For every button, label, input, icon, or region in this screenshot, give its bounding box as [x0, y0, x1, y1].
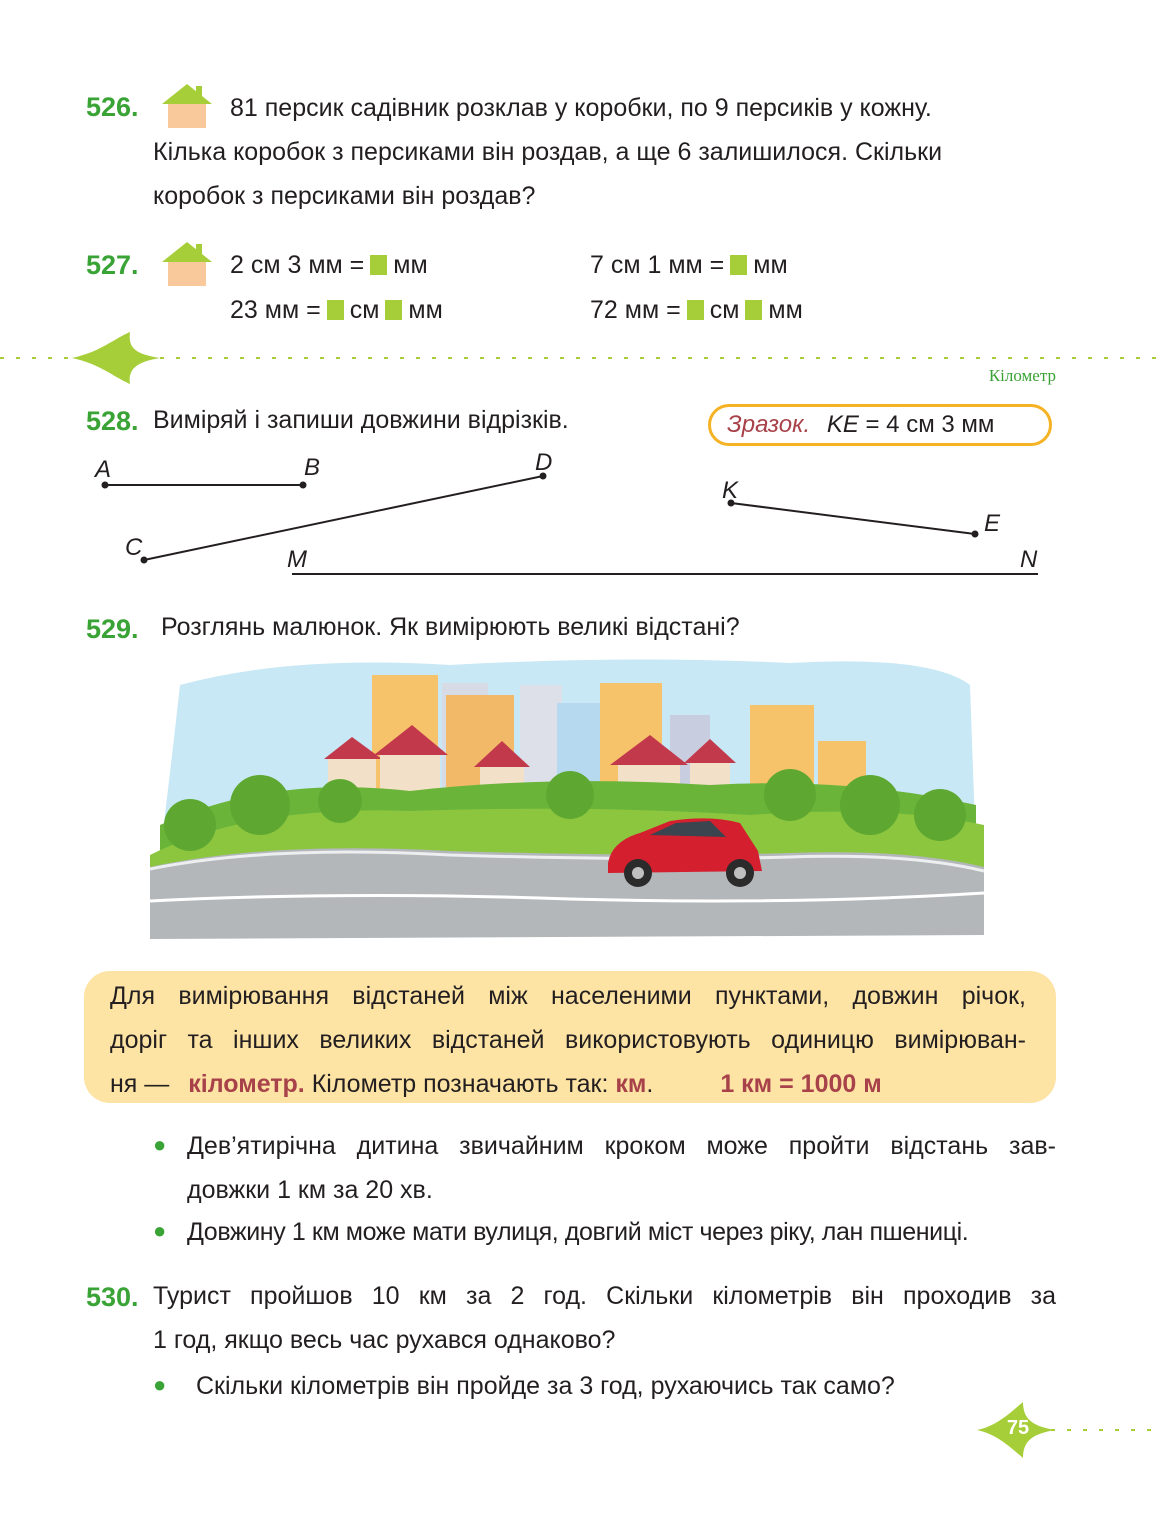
unit-text: см	[709, 296, 740, 324]
bullet-icon: ●	[153, 1218, 167, 1243]
point-b	[300, 482, 307, 489]
rule-line1: Для вимірювання відстаней між населеними пунктами, довжин річок,	[110, 982, 1026, 1010]
page-number: 75	[1006, 1417, 1030, 1439]
conversion-row2-col2	[590, 288, 803, 332]
rule-line3-mid: Кілометр позначають так:	[311, 1070, 609, 1098]
task-530-line2: 1 год, якщо весь час рухався однаково?	[153, 1326, 616, 1354]
unit-text: мм	[393, 251, 428, 279]
task-526-line3: коробок з персиками він роздав?	[153, 182, 536, 210]
conversion-row2-col1	[230, 288, 443, 332]
answer-box[interactable]	[327, 300, 344, 320]
bullet1-line2: довжки 1 км за 20 хв.	[187, 1176, 433, 1204]
answer-box[interactable]	[730, 255, 747, 275]
sample-value: = 4 см 3 мм	[865, 411, 995, 438]
answer-box[interactable]	[687, 300, 704, 320]
task-527-number: 527.	[86, 250, 139, 280]
segment-ke	[731, 503, 975, 534]
expr-text: 2 см 3 мм =	[230, 251, 365, 279]
unit-text: мм	[753, 251, 788, 279]
label-e: E	[984, 510, 1001, 537]
conversion-row1-col1	[230, 243, 428, 287]
leaf-ornament-icon	[72, 332, 160, 384]
section-title: Кілометр	[988, 366, 1056, 385]
segment-cd	[144, 476, 543, 560]
sample-label: Зразок.	[727, 411, 811, 438]
sample-segment: KE	[826, 411, 859, 438]
answer-box[interactable]	[370, 255, 387, 275]
task-526-line2: Кілька коробок з персиками він роздав, а ще 6 залишилося. Скільки	[153, 138, 943, 166]
city-road-illustration	[150, 655, 984, 945]
unit-text: мм	[768, 296, 803, 324]
task-529-number: 529.	[86, 614, 139, 644]
label-k: K	[722, 477, 739, 504]
bullet1-line1: Дев’ятирічна дитина звичайним кроком може пройти відстань зав-	[187, 1132, 1056, 1160]
answer-box[interactable]	[385, 300, 402, 320]
bullet-icon: ●	[153, 1132, 167, 1157]
label-b: B	[304, 454, 321, 481]
rule-km-equation: 1 км = 1000 м	[720, 1070, 882, 1098]
conversion-row1-col2	[590, 243, 788, 287]
point-e	[972, 531, 979, 538]
rule-line3-start: ня —	[110, 1070, 170, 1098]
task-529-text: Розглянь малюнок. Як вимірюють великі відстані?	[161, 613, 740, 641]
expr-text: 7 см 1 мм =	[590, 251, 725, 279]
unit-text: см	[349, 296, 380, 324]
answer-box[interactable]	[745, 300, 762, 320]
rule-km-abbr: км	[615, 1070, 647, 1098]
rule-line3	[110, 1062, 882, 1106]
expr-text: 72 мм =	[590, 296, 681, 324]
bullet2: Довжину 1 км може мати вулиця, довгий міст через ріку, лан пшениці.	[187, 1218, 969, 1246]
task-528-number: 528.	[86, 406, 139, 436]
homework-house-icon	[160, 82, 214, 128]
label-d: D	[535, 449, 553, 476]
rule-dot: .	[646, 1070, 654, 1098]
task-528-text: Виміряй і запиши довжини відрізків.	[153, 406, 569, 434]
label-a: A	[95, 456, 112, 483]
label-n: N	[1020, 546, 1038, 573]
expr-text: 23 мм =	[230, 296, 321, 324]
rule-line2: доріг та інших великих відстаней використовують одиницю вимірюван-	[110, 1026, 1026, 1054]
rule-km-word: кілометр.	[188, 1070, 305, 1098]
label-c: C	[125, 534, 143, 561]
bullet-icon: ●	[153, 1372, 167, 1397]
homework-house-icon	[160, 240, 214, 286]
task-526-number: 526.	[86, 92, 139, 122]
task-526-line1: 81 персик садівник розклав у коробки, по 9 персиків у кожну.	[230, 94, 932, 122]
task-530-line1: Турист пройшов 10 км за 2 год. Скільки кілометрів він проходив за	[153, 1282, 1056, 1310]
task-530-bullet: Скільки кілометрів він пройде за 3 год, рухаючись так само?	[196, 1372, 895, 1400]
task-530-number: 530.	[86, 1282, 139, 1312]
unit-text: мм	[408, 296, 443, 324]
label-m: M	[287, 546, 307, 573]
